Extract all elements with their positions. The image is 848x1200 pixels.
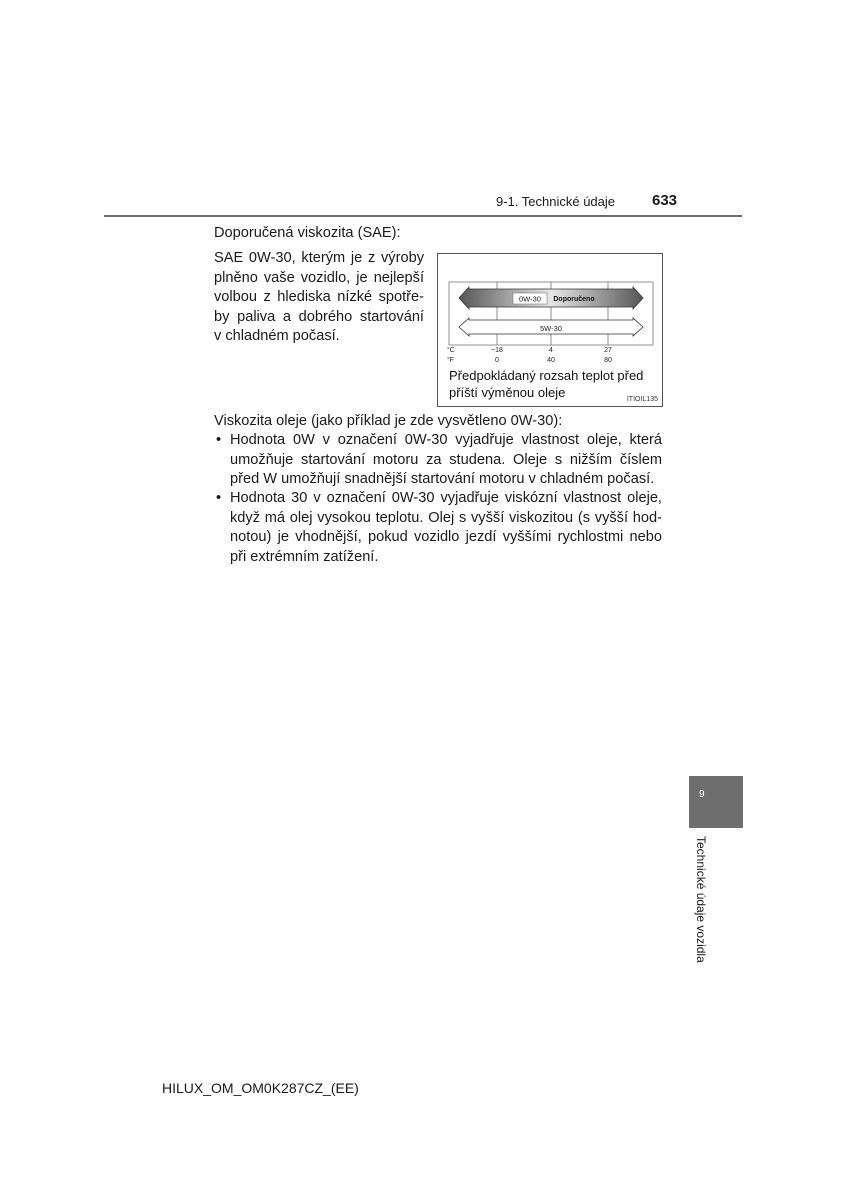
intro-line: volbou z hlediska nízké spotře- [214,289,424,305]
header-divider [104,215,742,217]
bullet-item [216,431,662,490]
celsius-tick: 27 [604,347,612,354]
page-number: 633 [652,192,678,209]
intro-line: v chladném počasí. [214,328,340,344]
chapter-title: Technické údaje vozidla [694,836,708,963]
bullet-line: Hodnota 30 v označení 0W-30 vyjadřuje viskózní vlastnost oleje, [230,490,662,506]
oil-grade-0w30-label: 0W-30 [519,294,541,304]
fahrenheit-tick: 40 [547,357,555,364]
intro-line: plněno vaše vozidlo, je nejlepší [214,269,424,286]
bullet-dot: • [216,490,222,506]
figure-code: ITIOIL135 [626,396,658,403]
section-title: 9-1. Technické údaje [496,194,616,209]
fahrenheit-unit-label: °F [447,357,455,364]
figure-caption-line: příští výměnou oleje [449,385,566,400]
figure-caption-line: Předpokládaný rozsah teplot před [449,368,644,383]
oil-temperature-range-figure [437,253,663,407]
fahrenheit-tick: 0 [495,357,499,364]
intro-line: by paliva a dobrého startování [214,308,424,325]
recommended-badge: Doporučeno [553,296,595,303]
chapter-tab [689,776,743,828]
bullet-item [216,489,662,567]
recommended-range-arrow [459,287,643,309]
celsius-tick: −18 [491,347,503,354]
fahrenheit-tick: 80 [604,357,612,364]
bullet-line: při extrémním zatížení. [230,548,379,565]
recommended-viscosity-heading: Doporučená viskozita (SAE): [214,225,401,241]
bullet-line: notou) je vhodnější, pokud vozidlo jezdí vyššími rychlostmi nebo [230,529,662,545]
figure-caption [449,367,643,401]
viscosity-intro: Viskozita oleje (jako příklad je zde vysvětleno 0W-30): [214,413,563,429]
chapter-number: 9 [699,789,705,800]
bullet-line: před W umožňují snadnější startování motoru v chladném počasí. [230,471,655,487]
document-code: HILUX_OM_OM0K287CZ_(EE) [162,1080,359,1096]
bullet-dot: • [216,432,222,448]
celsius-unit-label: °C [447,347,455,354]
intro-paragraph [214,249,424,347]
bullet-line: umožňuje startování motoru za studena. Oleje s nižším číslem [230,451,662,468]
bullet-line: Hodnota 0W v označení 0W-30 vyjadřuje vlastnost oleje, která [230,432,662,448]
oil-grade-5w30-label: 5W-30 [540,324,562,333]
celsius-tick: 4 [549,347,553,354]
bullet-line: když má olej vysokou teplotu. Olej s vyšší viskozitou (s vyšší hod- [230,509,662,526]
intro-line: SAE 0W-30, kterým je z výroby [214,250,424,266]
